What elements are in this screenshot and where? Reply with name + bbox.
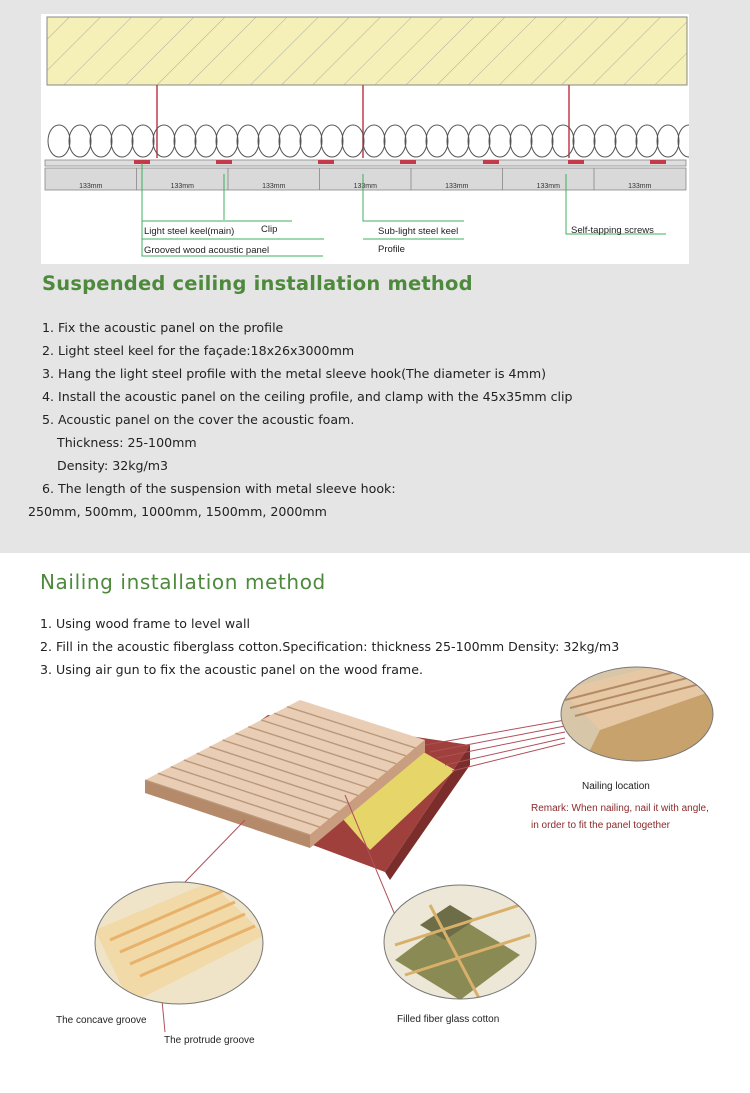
dimension-label: 133mm (170, 183, 194, 190)
list-item: 3. Hang the light steel profile with the metal sleeve hook(The diameter is 4mm) (42, 366, 547, 381)
list-item: 3. Using air gun to fix the acoustic panel on the wood frame. (40, 662, 423, 677)
label-concave-groove: The concave groove (56, 1015, 147, 1026)
label-protrude-groove: The protrude groove (164, 1035, 255, 1046)
list-item: 1. Using wood frame to level wall (40, 616, 250, 631)
list-item: 5. Acoustic panel on the cover the acoustic foam. (42, 412, 355, 427)
label-self-tapping-screws: Self-tapping screws (571, 225, 654, 236)
dimension-label: 133mm (353, 183, 377, 190)
label-profile: Profile (378, 244, 405, 255)
list-item: 2. Light steel keel for the façade:18x26x3000mm (42, 343, 355, 358)
list-item: 6. The length of the suspension with metal sleeve hook: (42, 481, 396, 496)
list-item: 4. Install the acoustic panel on the ceiling profile, and clamp with the 45x35mm clip (42, 389, 573, 404)
label-nailing-location: Nailing location (582, 781, 650, 792)
list-item: Density: 32kg/m3 (57, 458, 169, 473)
list-item: 1. Fix the acoustic panel on the profile (42, 320, 284, 335)
remark-text (531, 800, 709, 834)
remark-line: Remark: When nailing, nail it with angle, (531, 803, 709, 814)
dimension-label: 133mm (536, 183, 560, 190)
label-grooved-panel: Grooved wood acoustic panel (144, 245, 270, 256)
label-light-steel-keel: Light steel keel(main) (144, 226, 235, 237)
section-title-suspended: Suspended ceiling installation method (42, 272, 473, 295)
dimension-label: 133mm (445, 183, 469, 190)
panel-assembly-image (145, 700, 470, 880)
dimension-label: 133mm (79, 183, 103, 190)
dimension-label: 133mm (628, 183, 652, 190)
label-fiber-glass-cotton: Filled fiber glass cotton (397, 1014, 500, 1025)
list-item: 2. Fill in the acoustic fiberglass cotton.Specification: thickness 25-100mm Density: 32kg/m3 (40, 639, 620, 654)
dimension-label: 133mm (262, 183, 286, 190)
remark-line: in order to fit the panel together (531, 820, 670, 831)
section-title-nailing: Nailing installation method (40, 570, 326, 594)
list-item: Thickness: 25-100mm (57, 435, 197, 450)
label-clip: Clip (261, 224, 278, 235)
list-item: 250mm, 500mm, 1000mm, 1500mm, 2000mm (28, 504, 327, 519)
label-sub-keel: Sub-light steel keel (378, 226, 459, 237)
